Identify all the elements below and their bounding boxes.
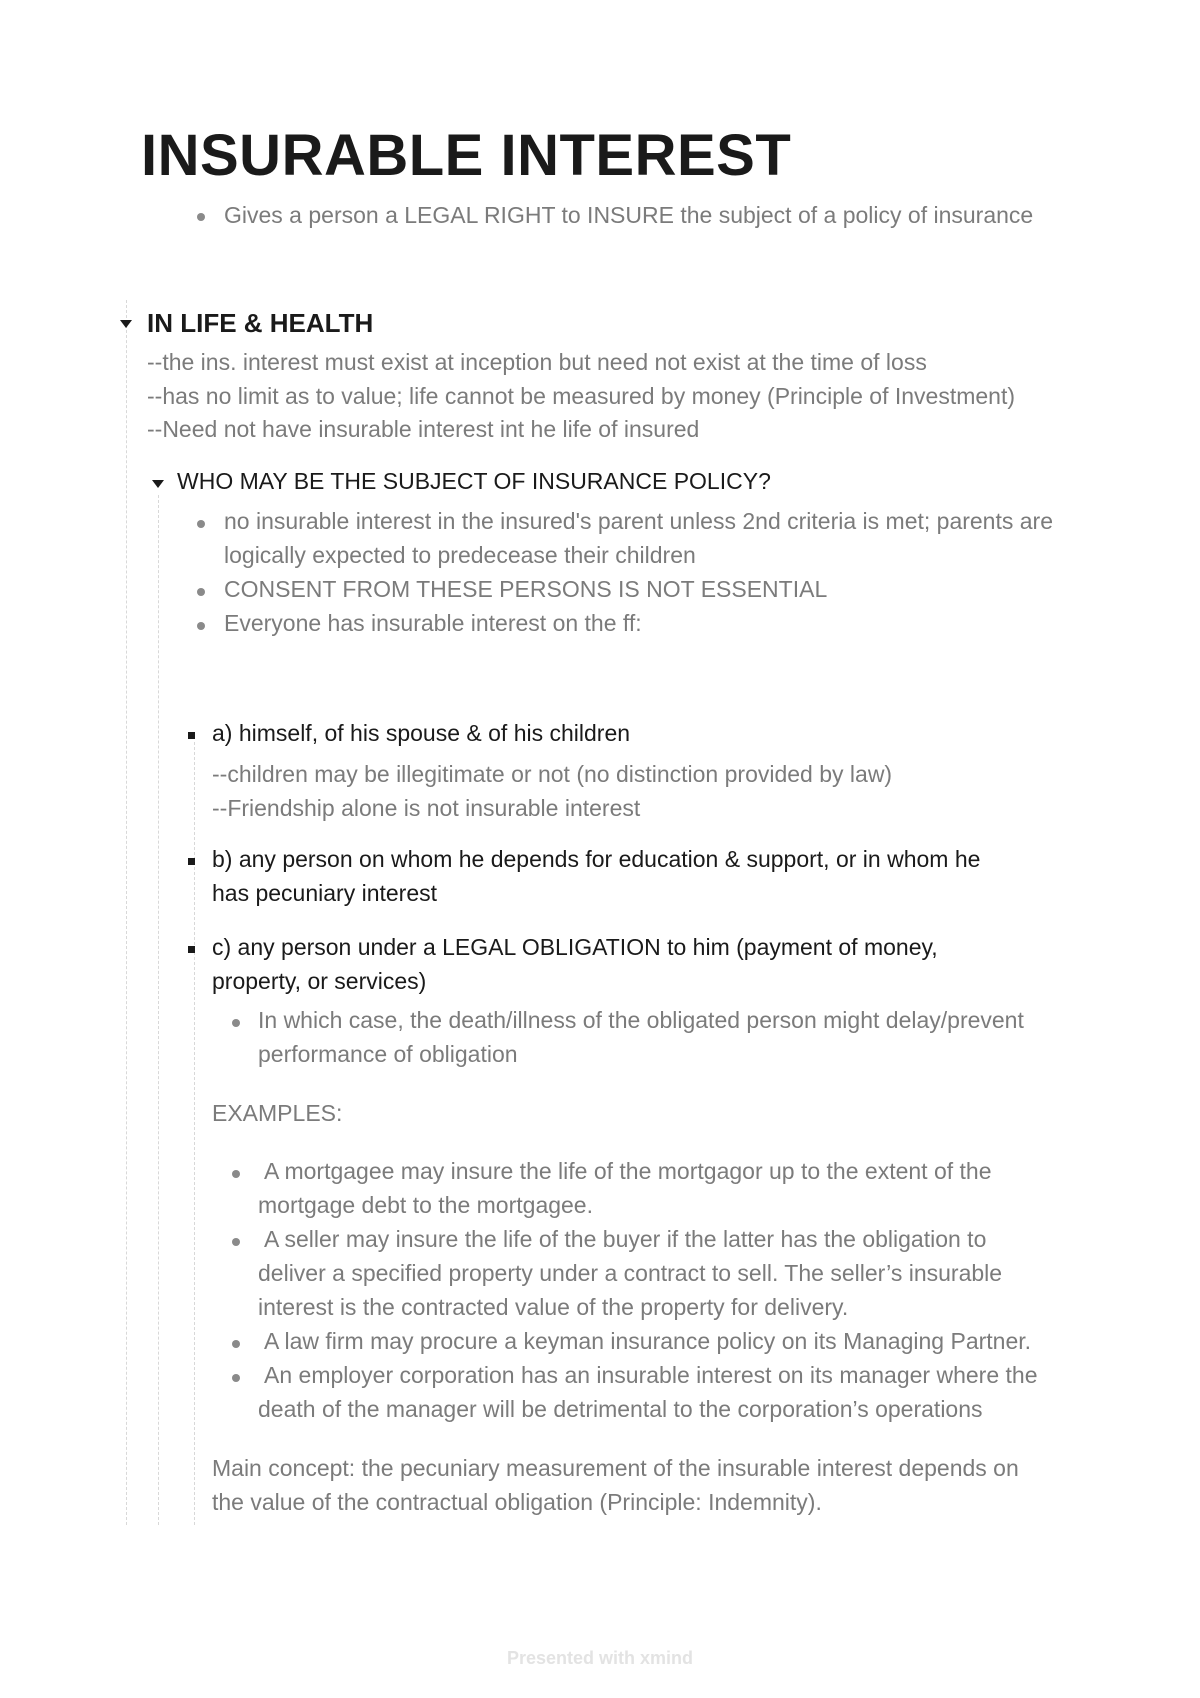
item-a-label: a) himself, of his spouse & of his children (212, 720, 631, 746)
outline-guide-line (126, 300, 127, 1525)
bullet-text: Everyone has insurable interest on the ff: (224, 610, 642, 636)
section-note: --has no limit as to value; life cannot be measured by money (Principle of Investment) (147, 383, 1016, 409)
item-c-note: In which case, the death/illness of the obligated person might delay/prevent (258, 1007, 1024, 1033)
example-text: An employer corporation has an insurable interest on its manager where the (264, 1362, 1038, 1388)
item-marker (188, 858, 195, 865)
page-title: INSURABLE INTEREST (141, 123, 792, 188)
example-text: A law firm may procure a keyman insurance policy on its Managing Partner. (264, 1328, 1032, 1354)
example-text: mortgage debt to the mortgagee. (258, 1192, 593, 1218)
bullet-dot (232, 1019, 240, 1027)
bullet-dot (232, 1340, 240, 1348)
collapse-toggle-icon[interactable] (120, 320, 132, 328)
section-note: --Need not have insurable interest int he life of insured (147, 416, 700, 442)
collapse-toggle-icon[interactable] (152, 480, 164, 488)
item-b-label: has pecuniary interest (212, 880, 438, 906)
item-c-label: c) any person under a LEGAL OBLIGATION to him (payment of money, (212, 934, 938, 960)
bullet-dot (232, 1170, 240, 1178)
example-text: interest is the contracted value of the property for delivery. (258, 1294, 849, 1320)
footer-watermark: Presented with xmind (506, 1648, 694, 1668)
example-text: A mortgagee may insure the life of the mortgagor up to the extent of the (264, 1158, 992, 1184)
section-heading: IN LIFE & HEALTH (147, 308, 374, 338)
example-text: death of the manager will be detrimental to the corporation’s operations (258, 1396, 983, 1422)
item-marker (188, 732, 195, 739)
bullet-dot (232, 1374, 240, 1382)
item-a-note: --Friendship alone is not insurable interest (212, 795, 641, 821)
bullet-dot (197, 588, 205, 596)
bullet-text: CONSENT FROM THESE PERSONS IS NOT ESSENTIAL (224, 576, 828, 602)
bullet-dot (197, 520, 205, 528)
item-b-label: b) any person on whom he depends for education & support, or in whom he (212, 846, 981, 872)
bullet-text: no insurable interest in the insured's parent unless 2nd criteria is met; parents are (224, 508, 1053, 534)
main-concept-text: Main concept: the pecuniary measurement of the insurable interest depends on (212, 1455, 1019, 1481)
outline-guide-line (158, 495, 159, 1525)
bullet-text: logically expected to predecease their children (224, 542, 696, 568)
bullet-dot (197, 213, 205, 221)
main-concept-text: the value of the contractual obligation (Principle: Indemnity). (212, 1489, 822, 1515)
item-c-label: property, or services) (212, 968, 427, 994)
example-text: deliver a specified property under a contract to sell. The seller’s insurable (258, 1260, 1003, 1286)
item-marker (188, 946, 195, 953)
section-note: --the ins. interest must exist at inception but need not exist at the time of loss (147, 349, 927, 375)
examples-label: EXAMPLES: (212, 1100, 343, 1126)
bullet-dot (197, 622, 205, 630)
intro-text: Gives a person a LEGAL RIGHT to INSURE the subject of a policy of insurance (224, 202, 1034, 228)
item-c-note: performance of obligation (258, 1041, 518, 1067)
item-a-note: --children may be illegitimate or not (no distinction provided by law) (212, 761, 893, 787)
bullet-dot (232, 1238, 240, 1246)
example-text: A seller may insure the life of the buyer if the latter has the obligation to (264, 1226, 987, 1252)
subsection-heading: WHO MAY BE THE SUBJECT OF INSURANCE POLICY? (177, 468, 771, 494)
